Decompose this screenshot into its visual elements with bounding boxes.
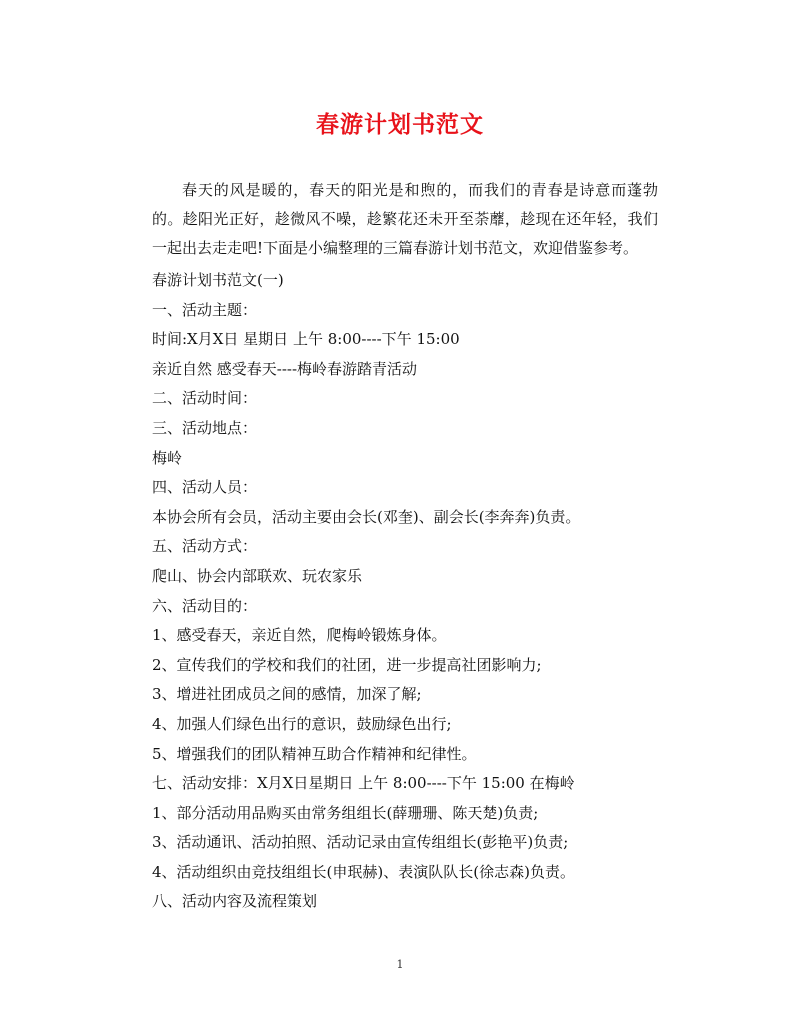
section-heading-content: 八、活动内容及流程策划: [152, 892, 318, 911]
activity-time-line: 时间:X月X日 星期日 上午 8:00----下午 15:00: [152, 330, 460, 349]
purpose-item-3: 3、增进社团成员之间的感情，加深了解;: [152, 685, 422, 704]
section-heading-method: 五、活动方式：: [152, 537, 258, 556]
people-line: 本协会所有会员，活动主要由会长(邓奎)、副会长(李奔奔)负责。: [152, 507, 581, 526]
purpose-item-1: 1、感受春天，亲近自然，爬梅岭锻炼身体。: [152, 626, 447, 645]
section-heading-location: 三、活动地点：: [152, 418, 258, 437]
purpose-item-4: 4、加强人们绿色出行的意识，鼓励绿色出行;: [152, 714, 452, 733]
section-subtitle: 春游计划书范文(一): [152, 271, 284, 289]
section-heading-people: 四、活动人员：: [152, 478, 258, 497]
purpose-item-2: 2、宣传我们的学校和我们的社团，进一步提高社团影响力;: [152, 655, 542, 674]
location-line: 梅岭: [152, 448, 183, 467]
section-heading-arrangement: 七、活动安排：X月X日星期日 上午 8:00----下午 15:00 在梅岭: [152, 774, 575, 793]
page-title: 春游计划书范文: [316, 111, 484, 138]
activity-theme-line: 亲近自然 感受春天----梅岭春游踏青活动: [152, 359, 418, 378]
intro-paragraph: 春天的风是暖的，春天的阳光是和煦的，而我们的青春是诗意而蓬勃的。趁阳光正好，趁微风不噪，趁繁花还未开至荼蘼，趁现在还年轻，我们一起出去走走吧!下面是小编整理的三篇春游计划书范文，欢迎借鉴参考。: [152, 181, 658, 257]
section-heading-purpose: 六、活动目的：: [152, 596, 258, 615]
content-lines: [152, 266, 658, 917]
section-heading-time: 二、活动时间：: [152, 389, 258, 408]
section-heading-theme: 一、活动主题：: [152, 300, 258, 319]
page-number: 1: [396, 958, 404, 971]
purpose-item-5: 5、增强我们的团队精神互助合作精神和纪律性。: [152, 744, 477, 763]
arrangement-item-4: 4、活动组织由竞技组组长(申珉赫)、表演队队长(徐志森)负责。: [152, 862, 575, 881]
arrangement-item-3: 3、活动通讯、活动拍照、活动记录由宣传组组长(彭艳平)负责;: [152, 833, 569, 852]
method-line: 爬山、协会内部联欢、玩农家乐: [152, 566, 363, 585]
arrangement-item-1: 1、部分活动用品购买由常务组组长(薛珊珊、陈天楚)负责;: [152, 803, 539, 822]
